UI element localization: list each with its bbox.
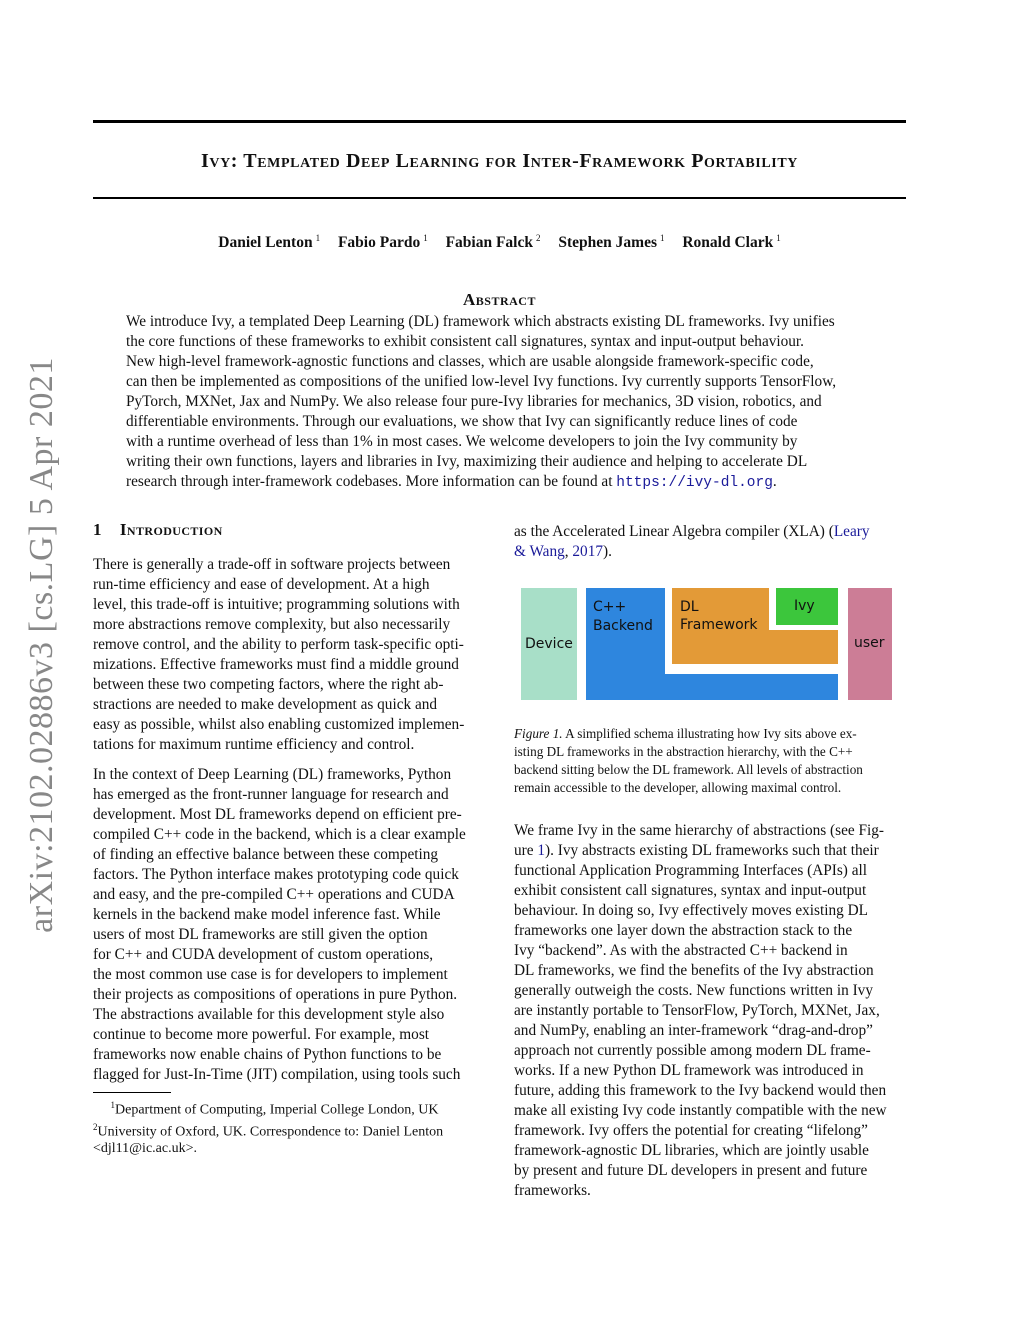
author: Stephen James $^1$ bbox=[558, 233, 665, 252]
author: Ronald Clark $^1$ bbox=[682, 233, 781, 252]
figure-ref-link[interactable]: 1 bbox=[537, 842, 546, 859]
device-box: Device bbox=[521, 588, 577, 700]
title-rule-top bbox=[93, 120, 906, 123]
text-line: flagged for Just-In-Time (JIT) compilation, using tools such bbox=[93, 1066, 461, 1083]
text-line: The abstractions available for this development style also bbox=[93, 1006, 445, 1023]
dl-framework-box: DL Framework bbox=[672, 588, 838, 664]
text-line: as the Accelerated Linear Algebra compiler (XLA) (Leary bbox=[514, 523, 870, 540]
text-line: In the context of Deep Learning (DL) frameworks, Python bbox=[93, 766, 452, 783]
text-line: make all existing Ivy code instantly compatible with the new bbox=[514, 1102, 887, 1119]
abstract-line: New high-level framework-agnostic functions and classes, which are usable alongside framework-specific code, bbox=[126, 353, 814, 370]
section-heading bbox=[93, 520, 223, 540]
footnote-2: $^2$University of Oxford, UK. Correspondence to: Daniel Lenton bbox=[93, 1121, 444, 1140]
text-line: ure 1). Ivy abstracts existing DL frameworks such that their bbox=[514, 842, 879, 859]
abstract-heading: Abstract bbox=[463, 290, 536, 309]
text-line: frameworks now enable chains of Python functions to be bbox=[93, 1046, 442, 1063]
abstract-line: We introduce Ivy, a templated Deep Learning (DL) framework which abstracts existing DL frameworks. Ivy unifies bbox=[126, 313, 835, 330]
text-line: tations for maximum runtime efficiency and control. bbox=[93, 736, 415, 753]
text-line: exhibit consistent call signatures, syntax and input-output bbox=[514, 882, 867, 899]
author: Fabio Pardo $^1$ bbox=[337, 233, 428, 252]
text-line: factors. The Python interface makes prototyping code quick bbox=[93, 866, 459, 883]
intro-continuation bbox=[514, 522, 906, 562]
text-line: more abstractions remove complexity, but also necessarily bbox=[93, 616, 451, 633]
abstract-line: writing their own functions, layers and libraries in Ivy, maximizing their audience and helping to accelerate DL bbox=[126, 453, 808, 470]
footnote-rule bbox=[93, 1092, 171, 1093]
text-line: users of most DL frameworks are still given the option bbox=[93, 926, 428, 943]
user-box: user bbox=[848, 588, 892, 700]
text-line: & Wang, 2017). bbox=[514, 543, 612, 560]
footnote-2-email: <djl11@ic.ac.uk>. bbox=[93, 1141, 197, 1157]
text-line: works. If a new Python DL framework was introduced in bbox=[514, 1062, 864, 1079]
figure-1-diagram bbox=[514, 580, 906, 710]
text-line: of finding an effective balance between these competing bbox=[93, 846, 439, 863]
text-line: are instantly portable to TensorFlow, PyTorch, MXNet, Jax, bbox=[514, 1002, 880, 1019]
text-line: frameworks one layer down the abstraction stack to the bbox=[514, 922, 853, 939]
text-line: development. Most DL frameworks depend on efficient pre- bbox=[93, 806, 462, 823]
text-line: kernels in the backend make model inference fast. While bbox=[93, 906, 441, 923]
text-line: stractions are needed to make development as quick and bbox=[93, 696, 438, 713]
text-line: for C++ and CUDA development of custom operations, bbox=[93, 946, 434, 963]
intro-paragraph-3 bbox=[514, 821, 906, 1201]
ivy-box: Ivy bbox=[776, 588, 838, 625]
caption-line: Figure 1. A simplified schema illustrating how Ivy sits above ex- bbox=[514, 726, 857, 741]
text-line: level, this trade-off is intuitive; programming solutions with bbox=[93, 596, 460, 613]
text-line: their projects as compositions of operations in pure Python. bbox=[93, 986, 458, 1003]
intro-paragraph-2 bbox=[93, 765, 485, 1085]
intro-paragraph-1 bbox=[93, 555, 485, 755]
text-line: easy as possible, whilst also enabling customized implemen- bbox=[93, 716, 465, 733]
text-line: continue to become more powerful. For example, most bbox=[93, 1026, 430, 1043]
arxiv-id: arXiv:2102.02886v3 [cs.LG] 5 Apr 2021 bbox=[23, 357, 60, 933]
text-line: has emerged as the front-runner language for research and bbox=[93, 786, 449, 803]
project-url-link[interactable]: https://ivy-dl.org bbox=[616, 475, 773, 491]
citation-link[interactable]: & Wang bbox=[514, 543, 565, 560]
text-line: functional Application Programming Interfaces (APIs) all bbox=[514, 862, 868, 879]
abstract-line: differentiable environments. Through our evaluations, we show that Ivy can significantly reduce lines of code bbox=[126, 413, 798, 430]
text-line: future, adding this framework to the Ivy backend would then bbox=[514, 1082, 887, 1099]
footnote-1: $^1$Department of Computing, Imperial College London, UK bbox=[110, 1100, 439, 1118]
author: Daniel Lenton $^1$ bbox=[218, 233, 321, 252]
text-line: generally outweigh the costs. New functions written in Ivy bbox=[514, 982, 873, 999]
caption-line: isting DL frameworks in the abstraction hierarchy, with the C++ bbox=[514, 744, 853, 759]
figure-1-caption bbox=[514, 725, 906, 797]
text-line: and easy, and the pre-compiled C++ operations and CUDA bbox=[93, 886, 455, 903]
text-line: between these two competing factors, where the right ab- bbox=[93, 676, 444, 693]
footnotes bbox=[93, 1097, 485, 1157]
text-line: approach not currently possible among modern DL frame- bbox=[514, 1042, 871, 1059]
text-line: We frame Ivy in the same hierarchy of abstractions (see Fig- bbox=[514, 822, 885, 839]
text-line: compiled C++ code in the backend, which is a clear example bbox=[93, 826, 466, 843]
arxiv-stamp bbox=[12, 357, 72, 933]
abstract-line: the core functions of these frameworks to exhibit consistent call signatures, syntax and input-output behaviour. bbox=[126, 333, 804, 350]
section-number: 1 bbox=[93, 520, 102, 539]
text-line: by present and future DL developers in present and future bbox=[514, 1162, 868, 1179]
caption-line: backend sitting below the DL framework. All levels of abstraction bbox=[514, 762, 863, 777]
text-line: remove control, and the ability to perform task-specific opti- bbox=[93, 636, 464, 653]
text-line: behaviour. In doing so, Ivy effectively moves existing DL bbox=[514, 902, 869, 919]
text-line: framework. Ivy offers the potential for creating “lifelong” bbox=[514, 1122, 868, 1139]
text-line: framework-agnostic DL libraries, which are jointly usable bbox=[514, 1142, 869, 1159]
paper-title: Ivy: Templated Deep Learning for Inter-Framework Portability bbox=[201, 150, 798, 172]
citation-year-link[interactable]: 2017 bbox=[572, 543, 603, 560]
abstract-body bbox=[126, 312, 878, 493]
citation-link[interactable]: Leary bbox=[833, 523, 870, 540]
caption-line: remain accessible to the developer, allowing maximal control. bbox=[514, 780, 842, 795]
section-title: Introduction bbox=[119, 520, 223, 539]
cpp-backend-box: C++ Backend bbox=[586, 588, 838, 700]
text-line: mizations. Effective frameworks must find a middle ground bbox=[93, 656, 459, 673]
author: Fabian Falck $^2$ bbox=[445, 233, 541, 252]
abstract-line: can then be implemented as compositions of the unified low-level Ivy functions. Ivy currently supports TensorFlow, bbox=[126, 373, 837, 390]
text-line: There is generally a trade-off in software projects between bbox=[93, 556, 451, 573]
abstract-line: with a runtime overhead of less than 1% in most cases. We welcome developers to join the Ivy community by bbox=[126, 433, 798, 450]
text-line: Ivy “backend”. As with the abstracted C++ backend in bbox=[514, 942, 848, 959]
text-line: the most common use case is for developers to implement bbox=[93, 966, 448, 983]
title-rule-bottom bbox=[93, 197, 906, 199]
text-line: and NumPy, enabling an inter-framework “drag-and-drop” bbox=[514, 1022, 873, 1039]
text-line: frameworks. bbox=[514, 1182, 591, 1199]
text-line: DL frameworks, we find the benefits of the Ivy abstraction bbox=[514, 962, 874, 979]
author-list bbox=[93, 233, 906, 252]
abstract-line: PyTorch, MXNet, Jax and NumPy. We also release four pure-Ivy libraries for mechanics, 3D vision, robotics, and bbox=[126, 393, 822, 410]
figure-label: Figure 1. bbox=[514, 726, 563, 741]
text-line: run-time efficiency and ease of development. At a high bbox=[93, 576, 430, 593]
abstract-line: research through inter-framework codebases. More information can be found at https://ivy-dl.org. bbox=[126, 473, 777, 491]
